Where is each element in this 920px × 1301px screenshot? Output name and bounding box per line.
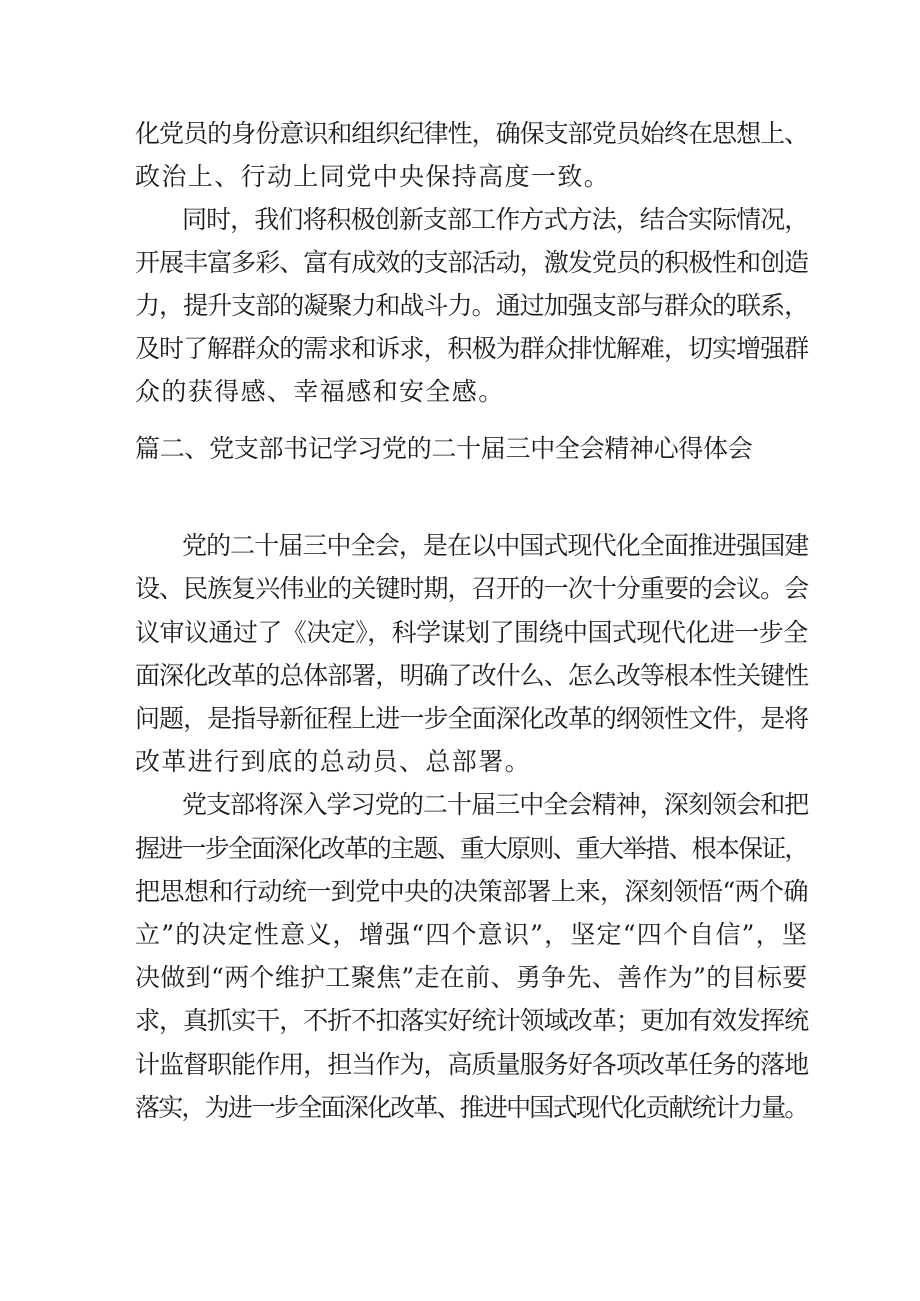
text-line: 立”的决定性意义，增强“四个意识”，坚定“四个自信”，坚 [135,920,809,949]
text-line: 同时，我们将积极创新支部工作方式方法，结合实际情况， [182,205,809,234]
text-line: 面深化改革的总体部署，明确了改什么、怎么改等根本性关键性 [135,661,809,690]
text-line: 党的二十届三中全会，是在以中国式现代化全面推进强国建 [182,531,809,560]
text-line: 握进一步全面深化改革的主题、重大原则、重大举措、根本保证， [135,834,808,863]
text-line: 决做到“两个维护工聚焦”走在前、勇争先、善作为”的目标要 [135,963,808,992]
section-title: 篇二、党支部书记学习党的二十届三中全会精神心得体会 [135,434,753,463]
text-line: 政治上、行动上同党中央保持高度一致。 [135,162,611,191]
text-line: 开展丰富多彩、富有成效的支部活动，激发党员的积极性和创造 [135,248,809,277]
text-line: 问题，是指导新征程上进一步全面深化改革的纲领性文件，是将 [135,704,809,733]
text-line: 把思想和行动统一到党中央的决策部署上来，深刻领悟“两个确 [135,877,808,906]
text-line: 化党员的身份意识和组织纪律性，确保支部党员始终在思想上、 [135,119,809,148]
text-line: 落实，为进一步全面深化改革、推进中国式现代化贡献统计力量。 [135,1093,808,1122]
text-line: 求，真抓实干，不折不扣落实好统计领域改革；更加有效发挥统 [135,1006,809,1035]
text-line: 改革进行到底的总动员、总部署。 [135,747,532,776]
text-line: 议审议通过了《决定》，科学谋划了围绕中国式现代化进一步全 [135,618,808,647]
text-line: 党支部将深入学习党的二十届三中全会精神，深刻领会和把 [182,790,809,819]
text-line: 设、民族复兴伟业的关键时期，召开的一次十分重要的会议。会 [135,574,809,603]
text-line: 力，提升支部的凝聚力和战斗力。通过加强支部与群众的联系， [135,291,809,320]
text-line: 众的获得感、幸福感和安全感。 [135,377,505,406]
text-line: 计监督职能作用，担当作为，高质量服务好各项改革任务的落地 [135,1050,809,1079]
text-line: 及时了解群众的需求和诉求，积极为群众排忧解难，切实增强群 [135,334,809,363]
